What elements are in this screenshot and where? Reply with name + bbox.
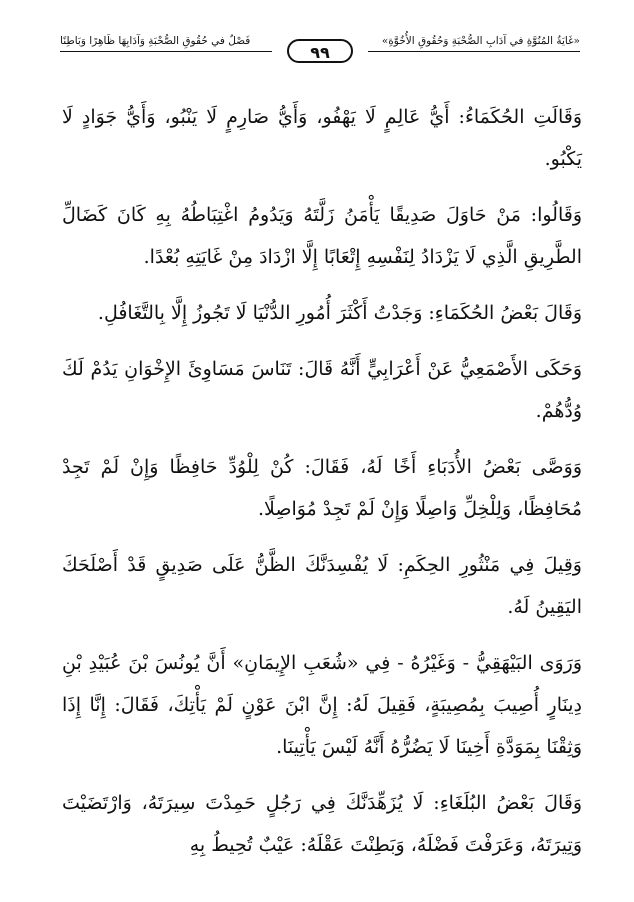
paragraph: وَوَصَّى بَعْضُ الأُدَبَاءِ أَخًا لَهُ، فَقَالَ: كُنْ لِلْوُدِّ حَافِظًا وَإِنْ لَمْ تَجِدْ مُحَافِظًا، وَلِلْخِلِّ وَاصِلًا وَإِنْ لَمْ تَجِدْ مُوَاصِلًا. bbox=[62, 456, 582, 520]
paragraph: وَقَالَ بَعْضُ البُلَغَاءِ: لَا يُزَهِّدَنَّكَ فِي رَجُلٍ حَمِدْتَ سِيرَتَهُ، وَارْتَضَيْتَ وَتِيرَتَهُ، وَعَرَفْتَ فَضْلَهُ، وَبَطِنْتَ عَقْلَهُ: عَيْبٌ تُحِيطُ بِهِ bbox=[62, 792, 582, 856]
page-header bbox=[60, 30, 580, 70]
paragraph: وَقَالَ بَعْضُ الحُكَمَاءِ: وَجَدْتُ أَكْثَرَ أُمُورِ الدُّنْيَا لَا تَجُوزُ إِلَّا بِالتَّغَافُلِ. bbox=[97, 302, 582, 324]
paragraph: وَقِيلَ فِي مَنْثُورِ الحِكَمِ: لَا يُفْسِدَنَّكَ الظَّنُّ عَلَى صَدِيقٍ قَدْ أَصْلَحَكَ اليَقِينُ لَهُ. bbox=[62, 554, 582, 618]
paragraph: وَحَكَى الأَصْمَعِيُّ عَنْ أَعْرَابِيٍّ أَنَّهُ قَالَ: تَنَاسَ مَسَاوِئَ الإِخْوَانِ يَدُمْ لَكَ وُدُّهُمْ. bbox=[62, 358, 582, 422]
page-number-badge: ٩٩ bbox=[287, 39, 353, 63]
book-title-header: «غَايَةُ المُنُوَّةِ في آدَابِ الصُّحْبَةِ وَحُقُوقِ الأُخُوَّةِ» bbox=[381, 35, 580, 47]
chapter-title-header: فَصْلٌ في حُقُوقِ الصُّحْبَةِ وَآدَابِهَا ظَاهِرًا وَبَاطِنًا bbox=[60, 35, 251, 47]
paragraph: وَرَوَى البَيْهَقِيُّ - وَغَيْرُهُ - فِي «شُعَبِ الإِيمَانِ» أَنَّ يُونُسَ بْنَ عُبَيْدِ بْنِ دِينَارٍ أُصِيبَ بِمُصِيبَةٍ، فَقِيلَ لَهُ: إِنَّ ابْنَ عَوْنٍ لَمْ يَأْتِكَ، فَقَالَ: إِنَّا إِذَا وَثِقْنَا بِمَوَدَّةِ أَخِينَا لَا يَضُرُّهُ أَنَّهُ لَيْسَ يَأْتِينَا. bbox=[62, 652, 582, 758]
paragraph: وَقَالَتِ الحُكَمَاءُ: أَيُّ عَالِمٍ لَا يَهْفُو، وَأَيُّ صَارِمٍ لَا يَنْبُو، وَأَيُّ جَوَادٍ لَا يَكْبُو. bbox=[62, 106, 582, 170]
header-rule-left bbox=[60, 51, 272, 52]
header-rule-right bbox=[368, 51, 580, 52]
page-body bbox=[62, 96, 582, 880]
paragraph: وَقَالُوا: مَنْ حَاوَلَ صَدِيقًا يَأْمَنُ زَلَّتَهُ وَيَدُومُ اغْتِبَاطُهُ بِهِ كَانَ كَضَالِّ الطَّرِيقِ الَّذِي لَا يَزْدَادُ لِنَفْسِهِ إِتْعَابًا إِلَّا ازْدَادَ مِنْ غَايَتِهِ بُعْدًا. bbox=[62, 204, 582, 268]
